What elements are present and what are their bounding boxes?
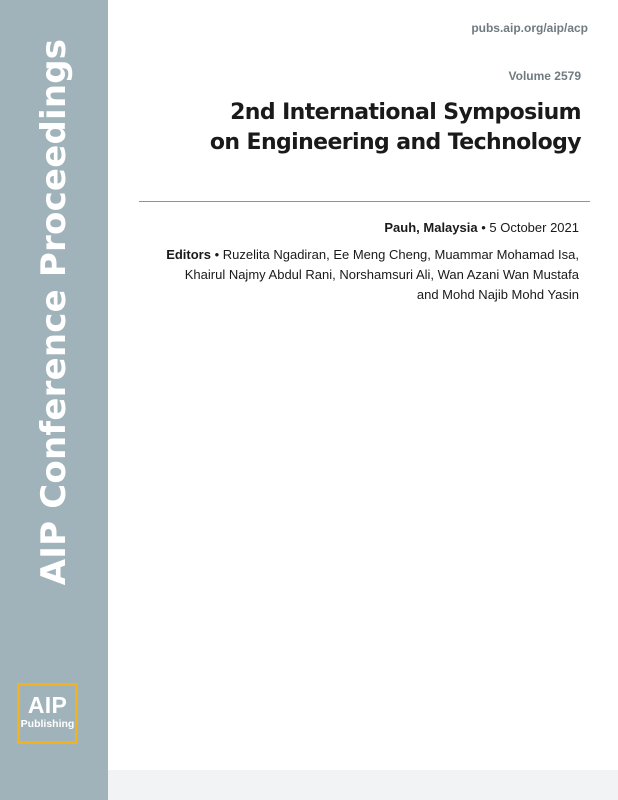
editors-block (119, 245, 579, 305)
logo-sub-text: Publishing (20, 718, 75, 730)
page-title (161, 98, 581, 158)
editors-line-1 (119, 245, 579, 265)
title-divider (139, 201, 590, 202)
editors-names-1: Ruzelita Ngadiran, Ee Meng Cheng, Muammar Mohamad Isa, (222, 247, 579, 262)
logo-main-text: AIP (27, 692, 68, 718)
event-location-date (384, 220, 579, 235)
editors-line-2: Khairul Najmy Abdul Rani, Norshamsuri Ali, Wan Azani Wan Mustafa (184, 267, 579, 282)
event-date: 5 October 2021 (489, 220, 579, 235)
event-separator: • (477, 220, 490, 235)
title-line-1: 2nd International Symposium (230, 100, 581, 125)
editors-label: Editors (166, 247, 211, 262)
journal-url[interactable]: pubs.aip.org/aip/acp (471, 21, 588, 35)
editors-line-3: and Mohd Najib Mohd Yasin (416, 287, 579, 302)
volume-number: Volume 2579 (508, 69, 581, 83)
event-place: Pauh, Malaysia (384, 220, 478, 235)
editors-separator: • (210, 247, 223, 262)
series-title: AIP Conference Proceedings (34, 38, 74, 586)
footer-band (108, 770, 618, 800)
cover-sidebar (0, 0, 108, 800)
aip-publishing-logo (17, 683, 78, 744)
title-line-2: on Engineering and Technology (209, 130, 581, 155)
